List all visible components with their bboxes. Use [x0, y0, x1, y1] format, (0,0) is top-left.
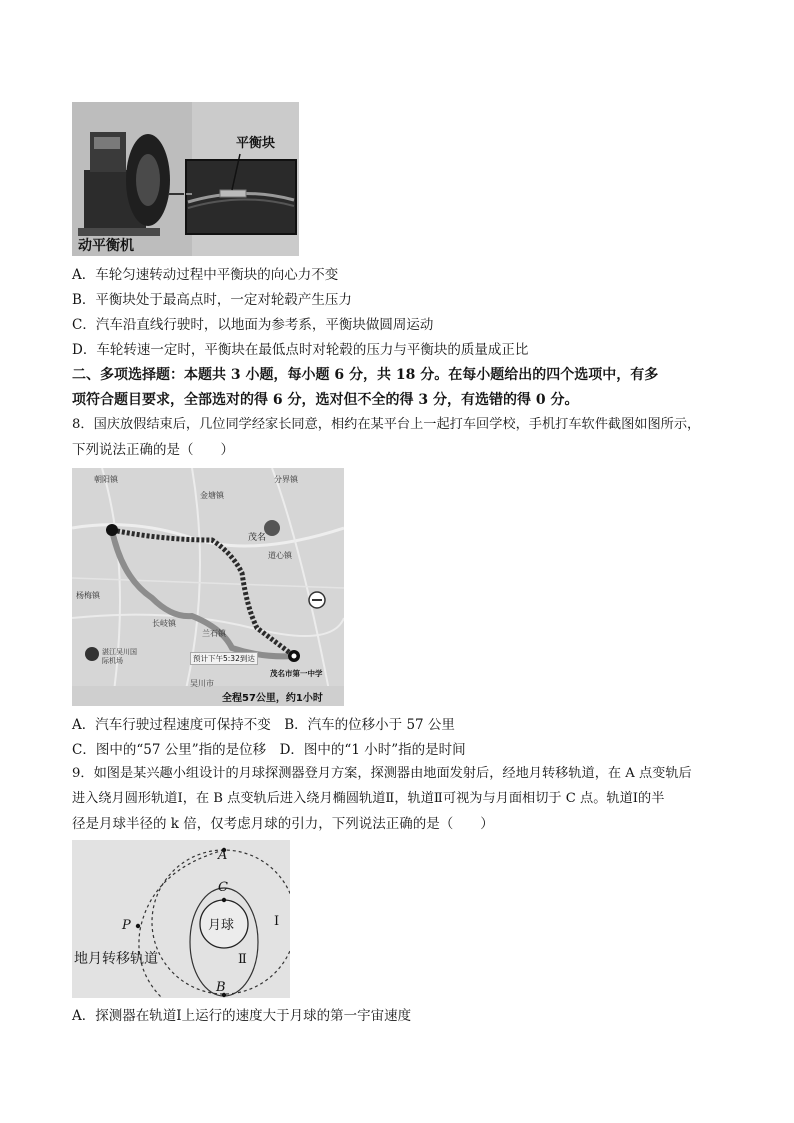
balancer-machine-label: 动平衡机 — [78, 238, 134, 254]
map-place-fenjie: 分界镇 — [274, 475, 298, 484]
q8-stem-line1: 8．国庆放假结束后，几位同学经家长同意，相约在某平台上一起打车回学校，手机打车软件截图如图所示， — [72, 417, 701, 432]
map-place-airport: 湛江吴川国际机场 — [102, 648, 137, 665]
map-eta-label: 预计下午5:32到达 — [190, 652, 258, 665]
q8-stem-line2: 下列说法正确的是（ ） — [72, 442, 234, 458]
q7-option-b: B．平衡块处于最高点时，一定对轮毂产生压力 — [72, 292, 352, 308]
q8-options-line1: A．汽车行驶过程速度可保持不变 B．汽车的位移小于 57 公里 — [72, 717, 455, 733]
orbit-figure — [72, 840, 290, 998]
map-route-summary: 全程57公里，约1小时 — [222, 693, 323, 704]
q7-option-a: A．车轮匀速转动过程中平衡块的向心力不变 — [72, 267, 339, 283]
map-place-school: 茂名市第一中学 — [270, 669, 323, 678]
balancer-figure — [72, 102, 299, 256]
balancer-machine-illustration — [72, 102, 299, 256]
map-figure — [72, 468, 344, 706]
q9-stem-line1: 9．如图是某兴趣小组设计的月球探测器登月方案，探测器由地面发射后，经地月转移轨道，在 A 点变轨后 — [72, 766, 692, 781]
map-place-wuchuan: 吴川市 — [190, 679, 214, 688]
q9-stem-line3: 径是月球半径的 k 倍，仅考虑月球的引力，下列说法正确的是（ ） — [72, 816, 494, 832]
orbit-1-label: Ⅰ — [274, 914, 280, 929]
map-place-maoming: 茂名 — [248, 533, 267, 543]
balancer-block-label: 平衡块 — [236, 136, 276, 151]
map-place-changqi: 长岐镇 — [152, 619, 176, 628]
orbit-point-a: A — [218, 848, 228, 863]
orbit-point-b: B — [216, 980, 226, 995]
q8-options-line2: C．图中的“57 公里”指的是位移 D．图中的“1 小时”指的是时间 — [72, 742, 466, 758]
section2-heading-line2: 项符合题目要求，全部选对的得 6 分，选对但不全的得 3 分，有选错的得 0 分。 — [72, 392, 579, 408]
q9-stem-line2: 进入绕月圆形轨道Ⅰ，在 B 点变轨后进入绕月椭圆轨道Ⅱ，轨道Ⅱ可视为与月面相切于 C 点。轨道Ⅰ的半 — [72, 791, 665, 806]
orbit-diagram — [72, 840, 290, 998]
q9-option-a: A．探测器在轨道Ⅰ上运行的速度大于月球的第一宇宙速度 — [72, 1008, 412, 1024]
orbit-transfer-label: 地月转移轨道 — [74, 951, 158, 967]
orbit-2-label: Ⅱ — [238, 952, 247, 967]
section2-heading-line1: 二、多项选择题：本题共 3 小题，每小题 6 分，共 18 分。在每小题给出的四个选项中，有多 — [72, 367, 659, 383]
map-place-yangmei: 杨梅镇 — [76, 591, 100, 600]
map-place-daoxin: 道心镇 — [268, 551, 292, 560]
map-place-lanshi: 兰石镇 — [202, 629, 226, 638]
map-place-jintang: 金塘镇 — [200, 491, 224, 500]
orbit-moon-label: 月球 — [208, 918, 235, 933]
map-place-chaoyang: 朝阳镇 — [94, 475, 118, 484]
q7-option-c: C．汽车沿直线行驶时，以地面为参考系，平衡块做圆周运动 — [72, 317, 434, 333]
orbit-point-p: P — [122, 918, 131, 933]
q7-option-d: D．车轮转速一定时，平衡块在最低点时对轮毂的压力与平衡块的质量成正比 — [72, 342, 529, 358]
orbit-point-c: C — [218, 880, 228, 895]
